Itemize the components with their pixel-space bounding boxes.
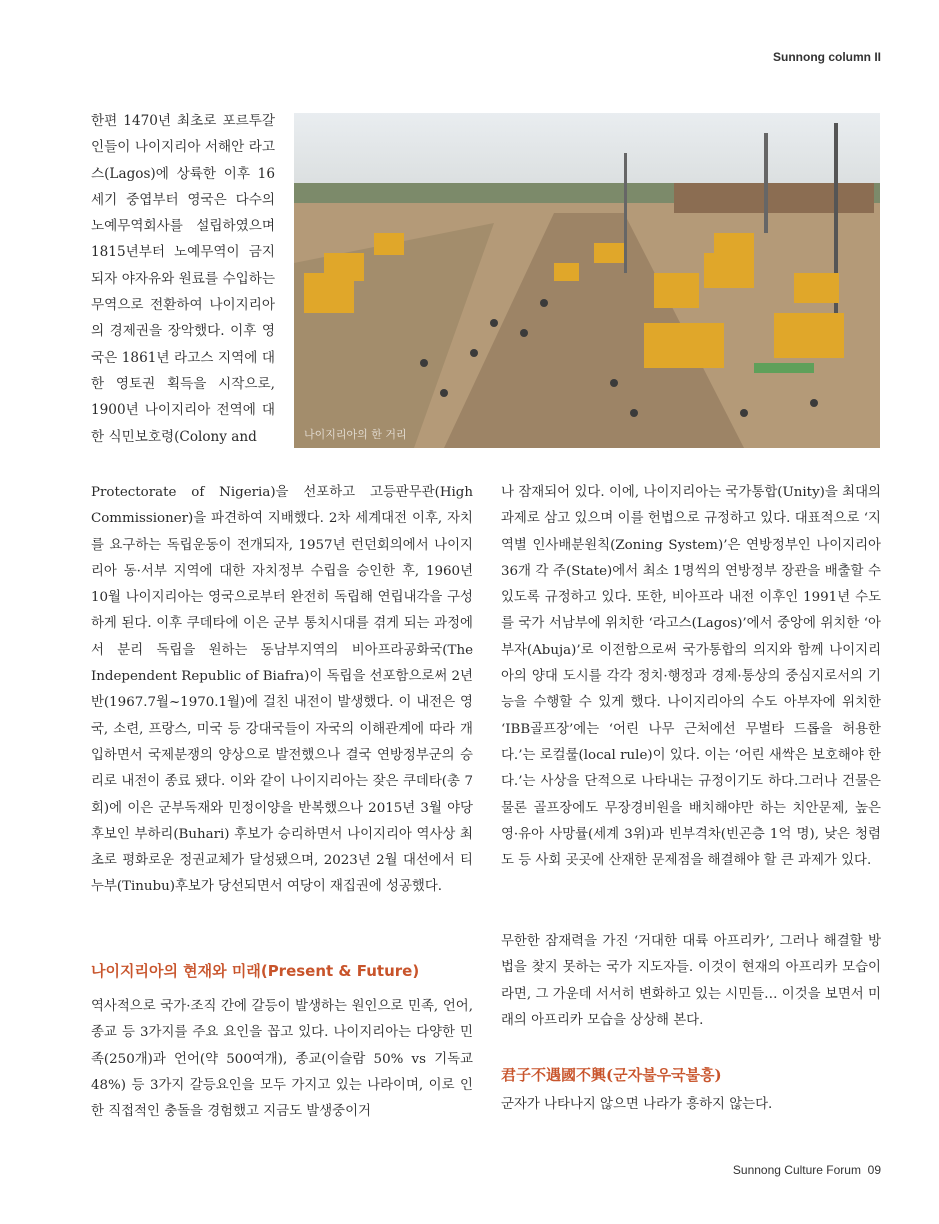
section-heading: 나이지리아의 현재와 미래(Present & Future) bbox=[91, 962, 420, 980]
proverb-text: 군자가 나타나지 않으면 나라가 흥하지 않는다. bbox=[501, 1097, 773, 1112]
body-paragraph-future: 무한한 잠재력을 가진 ‘거대한 대륙 아프리카’, 그러나 해결할 방법을 찾지 못하는 국가 지도자들. 이것이 현재의 아프리카 모습이라면, 그 가운데 서서히 변화하고 있는 시민들… 이것을 보면서 미래의 아프리카 모습을 상상해 본다. bbox=[501, 934, 881, 1028]
page-number: 09 bbox=[867, 1163, 881, 1177]
body-paragraph-history: Protectorate of Nigeria)을 선포하고 고등판무관(High Commissioner)을 파견하여 지배했다. 2차 세계대전 이후, 자치를 요구하는 독립운동이 전개되자, 1957년 런던회의에서 나이지리아 동·서부 지역에 대한 자치정부 수립을 승인한 후, 1960년 10월 나이지리아는 영국으로부터 완전히 독립해 연립내각을 구성하게 된다. 이후 쿠데타에 이은 군부 통치시대를 겪게 되는 과정에서 분리 독립을 원하는 동남부지역의 비아프라공화국(The Independent Republic of Biafra)이 독립을 선포함으로써 2년 반(1967.7월~1970.1월)에 걸친 내전이 발생했다. 이 내전은 영국, 소련, 프랑스, 미국 등 강대국들이 자국의 이해관계에 따라 개입하면서 국제분쟁의 양상으로 발전했으나 결국 연방정부군의 승리로 내전이 종료 됐다. 이와 같이 나이지리아는 잦은 쿠데타(총 7회)에 이은 군부독재와 민정이양을 반복했으나 2015년 3월 야당 후보인 부하리(Buhari) 후보가 승리하면서 나이지리아 역사상 최초로 평화로운 정권교체가 달성됐으며, 2023년 2월 대선에서 티누부(Tinubu)후보가 당선되면서 여당이 재집권에 성공했다. bbox=[91, 485, 473, 895]
proverb-heading: 君子不遇國不興(군자불우국불흥) bbox=[501, 1066, 722, 1084]
photo-caption: 나이지리아의 한 거리 bbox=[304, 428, 407, 441]
street-photo-image bbox=[294, 113, 880, 448]
running-header: Sunnong column II bbox=[773, 50, 881, 64]
body-paragraph-present: 역사적으로 국가·조직 간에 갈등이 발생하는 원인으로 민족, 언어, 종교 등 3가지를 주요 요인을 꼽고 있다. 나이지리아는 다양한 민족(250개)과 언어(약 500여개), 종교(이슬람 50% vs 기독교 48%) 등 3가지 갈등요인을 모두 가지고 있는 나라이며, 이로 인한 직접적인 충돌을 경험했고 지금도 발생중이거 bbox=[91, 999, 473, 1120]
body-paragraph-intro: 한편 1470년 최초로 포르투갈 인들이 나이지리아 서해안 라고스(Lagos)에 상륙한 이후 16세기 중엽부터 영국은 다수의 노예무역회사를 설립하였으며 1815년부터 노예무역이 금지되자 야자유와 원료를 수입하는 무역으로 전환하여 나이지리아의 경제권을 장악했다. 이후 영국은 1861년 라고스 지역에 대한 영토권 획득을 시작으로, 1900년 나이지리아 전역에 대한 식민보호령(Colony and bbox=[91, 113, 275, 445]
body-paragraph-unity: 나 잠재되어 있다. 이에, 나이지리아는 국가통합(Unity)을 최대의 과제로 삼고 있으며 이를 헌법으로 규정하고 있다. 대표적으로 ‘지역별 인사배분원칙(Zoning System)’은 연방정부인 나이지리아 36개 각 주(State)에서 최소 1명씩의 연방정부 장관을 배출할 수 있도록 규정하고 있다. 또한, 비아프라 내전 이후인 1991년 수도를 국가 서남부에 위치한 ‘라고스(Lagos)’에서 중앙에 위치한 ‘아부자(Abuja)’로 이전함으로써 국가통합의 의지와 함께 나이지리아의 양대 도시를 각각 정치·행정과 경제·통상의 중심지로서의 기능을 수행할 수 있게 했다. 나이지리아의 수도 아부자에 위치한 ‘IBB골프장’에는 ‘어린 나무 근처에선 무벌타 드롭을 허용한다.’는 로컬룰(local rule)이 있다. 이는 ‘어린 새싹은 보호해야 한다.’는 사상을 단적으로 나타내는 규정이기도 하다.그러나 건물은 물론 골프장에도 무장경비원을 배치해야만 하는 치안문제, 높은 영·유아 사망률(세계 3위)과 빈부격차(빈곤층 1억 명), 낮은 청렴도 등 사회 곳곳에 산재한 문제점을 해결해야 할 큰 과제가 있다. bbox=[501, 485, 881, 869]
footer-forum: Sunnong Culture Forum bbox=[732, 1163, 861, 1177]
street-photo bbox=[294, 113, 880, 448]
page-footer bbox=[733, 1163, 881, 1177]
